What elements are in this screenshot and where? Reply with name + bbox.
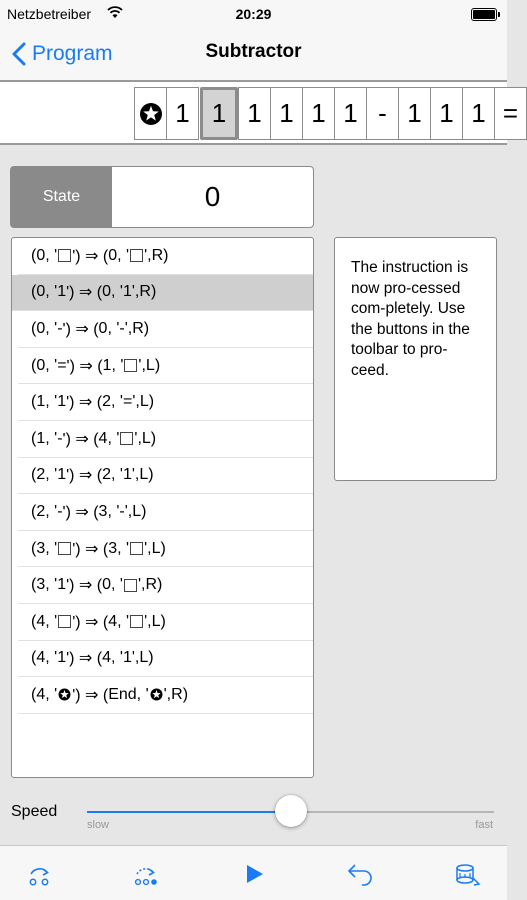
tape-reel-icon bbox=[457, 865, 479, 885]
blank-symbol-icon bbox=[58, 615, 71, 628]
rule-from-state: 2 bbox=[36, 466, 46, 484]
step-icon bbox=[30, 869, 47, 885]
blank-symbol-icon bbox=[130, 615, 143, 628]
rule-to-state: 3 bbox=[108, 539, 118, 557]
rule-move: R bbox=[171, 685, 183, 703]
speed-slider-fill bbox=[87, 811, 291, 813]
blank-symbol-icon bbox=[124, 579, 137, 592]
rule-move: R bbox=[151, 246, 164, 264]
blank-symbol-icon bbox=[58, 542, 71, 555]
rule-from-state: 1 bbox=[36, 393, 46, 411]
play-button[interactable] bbox=[238, 858, 270, 890]
navigation-bar bbox=[0, 30, 507, 80]
rule-symbol: - bbox=[57, 319, 63, 337]
rule-move: L bbox=[139, 649, 149, 667]
rule-row[interactable]: ( 0 , ' 1 ') ⇒ ( 0 , ' 1 ', R ) bbox=[12, 275, 313, 312]
instruction-message: The instruction is now pro-cessed com-pletely. Use the buttons in the toolbar to pro-ceed. bbox=[334, 237, 497, 481]
rule-from-state: 3 bbox=[36, 576, 46, 594]
rule-from-state: 0 bbox=[36, 356, 46, 374]
rule-symbol: - bbox=[57, 429, 63, 447]
rule-move: L bbox=[132, 502, 142, 520]
rule-from-state: 4 bbox=[36, 612, 46, 630]
tape-cell[interactable] bbox=[238, 87, 271, 140]
rule-symbol: - bbox=[119, 502, 125, 520]
rule-from-state: 0 bbox=[36, 283, 46, 301]
tape-button[interactable] bbox=[451, 858, 483, 890]
tape-cell-value: 1 bbox=[279, 98, 294, 128]
tape-view[interactable] bbox=[0, 80, 519, 145]
rule-row[interactable]: ( 4 , ' ') ⇒ ( End , ' ', R ) bbox=[18, 677, 313, 714]
rule-to-state: 3 bbox=[98, 502, 108, 520]
blank-symbol-icon bbox=[58, 249, 71, 262]
status-bar bbox=[0, 0, 507, 30]
rule-symbol: = bbox=[122, 393, 133, 411]
tape-cell-value: 1 bbox=[471, 98, 486, 128]
rule-row[interactable]: ( 1 , ' - ') ⇒ ( 4 , ' ', L ) bbox=[18, 421, 313, 458]
rule-symbol: 1 bbox=[57, 649, 67, 667]
tape-cell[interactable] bbox=[430, 87, 463, 140]
tape-cell-value: 1 bbox=[439, 98, 454, 128]
slow-label: slow bbox=[87, 819, 110, 831]
rule-move: L bbox=[139, 393, 149, 411]
toolbar bbox=[0, 845, 507, 900]
speed-slider[interactable] bbox=[87, 811, 494, 813]
tape-cell[interactable] bbox=[302, 87, 335, 140]
rule-from-state: 0 bbox=[36, 246, 46, 264]
rule-from-state: 4 bbox=[36, 649, 46, 667]
battery-icon bbox=[471, 8, 497, 21]
tape-cell-value: 1 bbox=[175, 98, 190, 128]
tape-cell[interactable] bbox=[366, 87, 399, 140]
rule-row[interactable]: ( 3 , ' 1 ') ⇒ ( 0 , ' ', R ) bbox=[18, 567, 313, 604]
rule-to-state: 1 bbox=[102, 356, 112, 374]
rule-move: R bbox=[145, 576, 158, 594]
play-icon bbox=[247, 865, 263, 883]
rule-symbol: - bbox=[119, 319, 125, 337]
tape bbox=[135, 87, 527, 140]
tape-cell[interactable] bbox=[134, 87, 167, 140]
tape-cell-value: = bbox=[502, 98, 519, 128]
rule-to-state: 2 bbox=[102, 466, 112, 484]
tape-cell[interactable] bbox=[270, 87, 303, 140]
tape-cell[interactable] bbox=[494, 87, 527, 140]
rule-row[interactable]: ( 2 , ' - ') ⇒ ( 3 , ' - ', L ) bbox=[18, 494, 313, 531]
undo-button[interactable] bbox=[344, 858, 376, 890]
blank-symbol-icon bbox=[124, 359, 137, 372]
star-icon bbox=[58, 688, 71, 701]
rule-from-state: 4 bbox=[36, 685, 46, 703]
step-multiple-button[interactable] bbox=[132, 858, 164, 890]
rule-move: R bbox=[132, 319, 144, 337]
rule-to-state: End bbox=[108, 685, 137, 703]
star-icon bbox=[139, 102, 163, 126]
rule-to-state: 0 bbox=[102, 576, 112, 594]
rule-row[interactable]: ( 0 , ' - ') ⇒ ( 0 , ' - ', R ) bbox=[18, 311, 313, 348]
rule-to-state: 4 bbox=[98, 429, 108, 447]
blank-symbol-icon bbox=[130, 249, 143, 262]
tape-cell[interactable] bbox=[334, 87, 367, 140]
rule-row[interactable]: ( 0 , ' ') ⇒ ( 0 , ' ', R ) bbox=[18, 238, 313, 275]
tape-cell-value: 1 bbox=[407, 98, 422, 128]
rule-from-state: 0 bbox=[36, 319, 46, 337]
rule-move: R bbox=[139, 283, 151, 301]
rule-row[interactable]: ( 2 , ' 1 ') ⇒ ( 2 , ' 1 ', L ) bbox=[18, 458, 313, 495]
rule-move: L bbox=[151, 612, 161, 630]
rule-symbol: 1 bbox=[122, 283, 132, 301]
star-icon bbox=[150, 688, 163, 701]
rule-symbol: 1 bbox=[122, 466, 132, 484]
rule-symbol: 1 bbox=[57, 576, 67, 594]
tape-cell-value: - bbox=[378, 98, 387, 128]
blank-symbol-icon bbox=[130, 542, 143, 555]
rule-move: L bbox=[141, 429, 151, 447]
step-multiple-icon bbox=[136, 869, 157, 885]
carrier-name: Netzbetreiber bbox=[7, 6, 92, 22]
page-title: Subtractor bbox=[205, 41, 302, 62]
rule-to-state: 2 bbox=[102, 393, 112, 411]
rule-symbol: 1 bbox=[57, 466, 67, 484]
tape-cell[interactable] bbox=[462, 87, 495, 140]
speed-label: Speed bbox=[11, 803, 58, 820]
rule-to-state: 0 bbox=[108, 246, 118, 264]
rule-from-state: 2 bbox=[36, 502, 46, 520]
rule-to-state: 0 bbox=[102, 283, 112, 301]
undo-icon bbox=[349, 865, 371, 885]
rule-move: L bbox=[145, 356, 155, 374]
blank-symbol-icon bbox=[120, 432, 133, 445]
rule-from-state: 1 bbox=[36, 429, 46, 447]
back-button-label: Program bbox=[32, 42, 113, 65]
tape-cell-value: 1 bbox=[311, 98, 326, 128]
rule-move: L bbox=[139, 466, 149, 484]
clock: 20:29 bbox=[235, 6, 272, 22]
tape-cell-value: 1 bbox=[247, 98, 262, 128]
tape-cell[interactable] bbox=[398, 87, 431, 140]
rule-symbol: 1 bbox=[57, 283, 67, 301]
rule-symbol: = bbox=[57, 356, 67, 374]
state-label: State bbox=[11, 167, 112, 227]
rule-from-state: 3 bbox=[36, 539, 46, 557]
rule-symbol: 1 bbox=[57, 393, 67, 411]
rule-to-state: 4 bbox=[102, 649, 112, 667]
fast-label: fast bbox=[475, 819, 493, 831]
rule-to-state: 0 bbox=[98, 319, 108, 337]
speed-slider-thumb[interactable] bbox=[275, 795, 307, 827]
rule-row[interactable]: ( 1 , ' 1 ') ⇒ ( 2 , ' = ', L ) bbox=[18, 384, 313, 421]
rule-symbol: - bbox=[57, 502, 63, 520]
rule-row[interactable]: ( 4 , ' ') ⇒ ( 4 , ' ', L ) bbox=[18, 604, 313, 641]
rule-row[interactable]: ( 3 , ' ') ⇒ ( 3 , ' ', L ) bbox=[18, 531, 313, 568]
rule-row[interactable]: ( 4 , ' 1 ') ⇒ ( 4 , ' 1 ', L ) bbox=[18, 641, 313, 678]
transition-rules-list[interactable] bbox=[11, 237, 314, 778]
tape-cell[interactable] bbox=[166, 87, 199, 140]
step-button[interactable] bbox=[24, 858, 56, 890]
rule-to-state: 4 bbox=[108, 612, 118, 630]
rule-move: L bbox=[151, 539, 161, 557]
rule-row[interactable]: ( 0 , ' = ') ⇒ ( 1 , ' ', L ) bbox=[18, 348, 313, 385]
state-display bbox=[10, 166, 314, 228]
tape-head-cell[interactable] bbox=[200, 87, 238, 140]
state-value: 0 bbox=[204, 181, 221, 212]
tape-cell-value: 1 bbox=[343, 98, 358, 128]
tape-cell-value: 1 bbox=[211, 98, 227, 128]
rule-symbol: 1 bbox=[122, 649, 132, 667]
